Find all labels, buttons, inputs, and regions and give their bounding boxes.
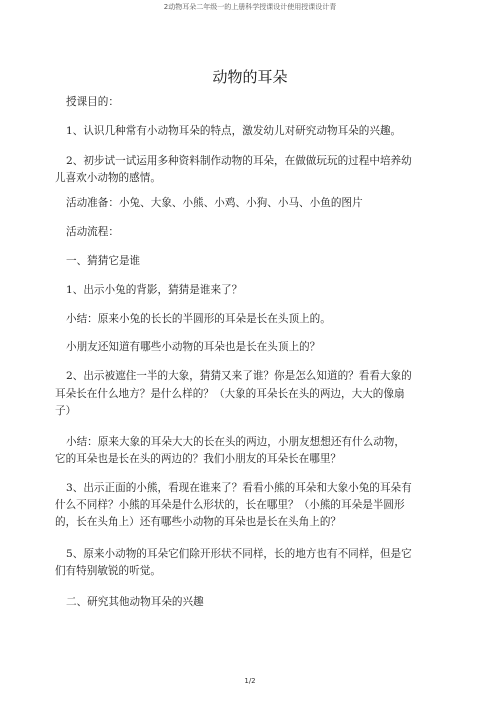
part-2-heading: 二、研究其他动物耳朵的兴趣 bbox=[66, 596, 204, 608]
page-title: 动物的耳朵 bbox=[212, 68, 288, 86]
activity-flow-heading: 活动流程： bbox=[66, 226, 119, 238]
part-1-heading: 一、猜猜它是谁 bbox=[66, 255, 141, 267]
step-3-line-1: 3、出示正面的小熊，看现在谁来了？看看小熊的耳朵和大象小兔的耳朵有 bbox=[66, 482, 412, 494]
objective-2-line-2: 儿喜欢小动物的感情。 bbox=[55, 172, 161, 184]
step-5-line-1: 5、原来小动物的耳朵它们除开形状不同样，长的地方也有不同样，但是它 bbox=[66, 548, 412, 560]
step-2-line-3: 子） bbox=[55, 405, 77, 417]
step-5-line-2: 们有特别敏锐的听觉。 bbox=[55, 565, 161, 577]
objective-2-line-1: 2、初步试一试运用多种资料制作动物的耳朵，在做做玩玩的过程中培养幼 bbox=[66, 155, 412, 167]
page-header: 2动物耳朵二年级一的上册科学授课设计使用授课设计青 bbox=[163, 3, 337, 11]
activity-preparation: 活动准备：小兔、大象、小熊、小鸡、小狗、小马、小鱼的图片 bbox=[66, 197, 363, 209]
step-2-line-1: 2、出示被遮住一半的大象，猜猜又来了谁？你是怎么知道的？看看大象的 bbox=[66, 370, 412, 382]
summary-2-line-1: 小结：原来大象的耳朵大大的长在头的两边，小朋友想想还有什么动物， bbox=[66, 436, 405, 448]
step-3-line-2: 什么不同样？小熊的耳朵是什么形状的，长在哪里？（小熊的耳朵是半圆形 bbox=[55, 499, 405, 511]
objective-1: 1、认识几种常有小动物耳朵的特点，激发幼儿对研究动物耳朵的兴趣。 bbox=[66, 125, 402, 137]
step-1: 1、出示小兔的背影，猜猜是谁来了？ bbox=[66, 284, 243, 296]
summary-2-line-2: 它的耳朵也是长在头的两边的？我们小朋友的耳朵长在哪里？ bbox=[55, 453, 342, 465]
page-number: 1/2 bbox=[244, 677, 256, 685]
section-heading-objectives: 授课目的： bbox=[66, 96, 119, 108]
summary-1: 小结：原来小兔的长长的半圆形的耳朵是长在头顶上的。 bbox=[66, 313, 331, 325]
question-1: 小朋友还知道有哪些小动物的耳朵也是长在头顶上的？ bbox=[66, 341, 321, 353]
step-3-line-3: 的，长在头角上）还有哪些小动物的耳朵也是长在头角上的？ bbox=[55, 516, 342, 528]
step-2-line-2: 耳朵长在什么地方？是什么样的？（大象的耳朵长在头的两边，大大的像扇 bbox=[55, 388, 405, 400]
